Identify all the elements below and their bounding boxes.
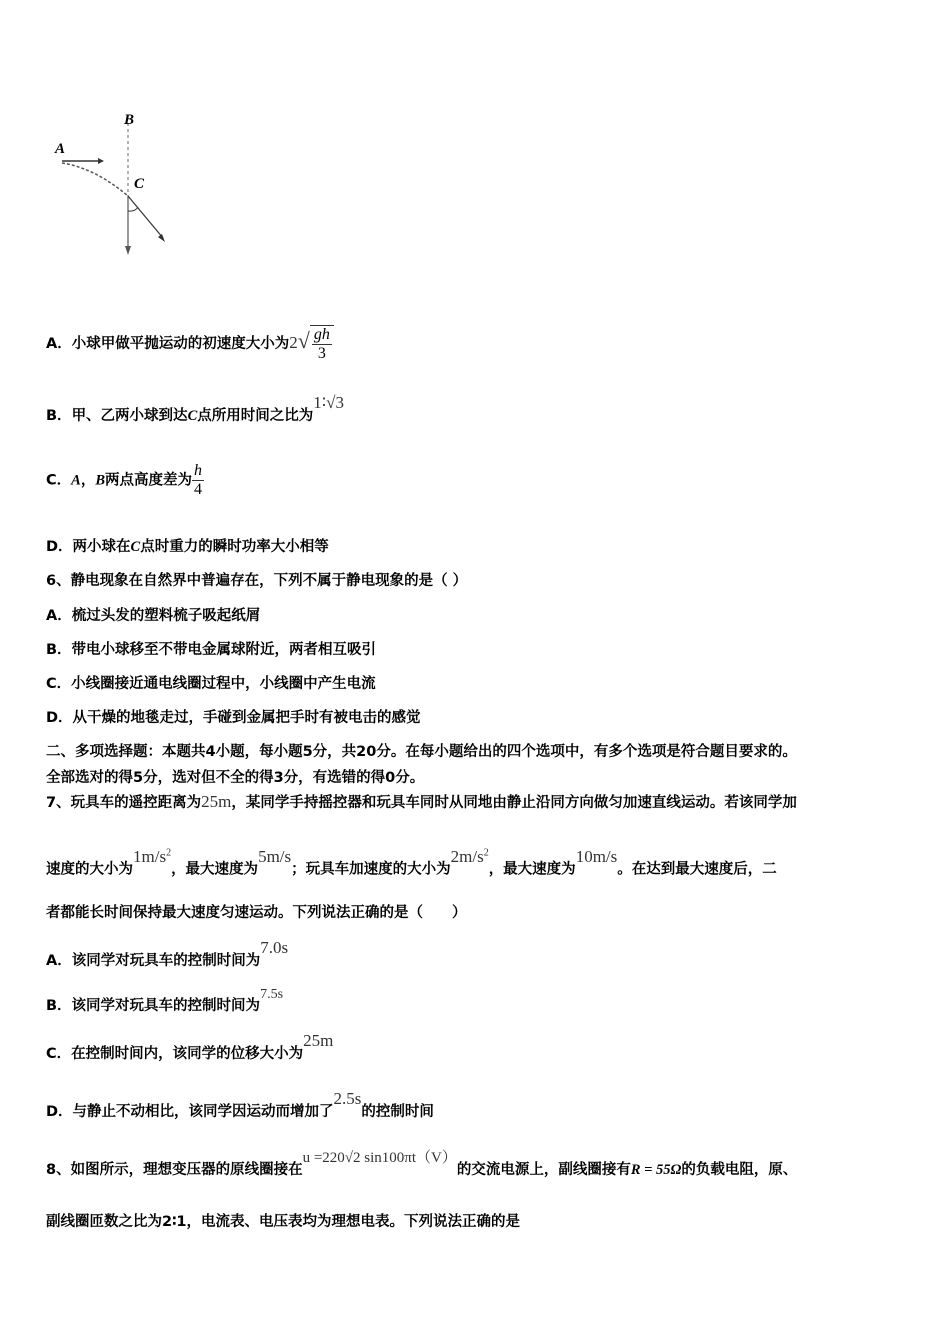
text: ；玩具车加速度的大小为 — [291, 861, 451, 878]
math: $1m/s^2$ — [133, 846, 172, 866]
q6-option-c: C．小线圈接近通电线圈过程中，小线圈中产生电流 — [46, 676, 376, 692]
option-label: B． — [46, 408, 72, 424]
q6-option-b: B．带电小球移至不带电金属球附近，两者相互吸引 — [46, 642, 377, 658]
text: 7、玩具车的遥控距离为 — [46, 795, 202, 811]
var: C — [130, 539, 141, 555]
q8-stem-line2: 副线圈匝数之比为2∶1，电流表、电压表均为理想电表。下列说法正确的是 — [46, 1214, 520, 1230]
math: 10m/s — [575, 846, 618, 866]
math-resistance: R = 55Ω — [630, 1162, 682, 1178]
var: C — [187, 408, 198, 424]
math: 7.0s — [260, 938, 289, 957]
option-label: A． — [46, 336, 72, 352]
option-text: 点时重力的瞬时功率大小相等 — [140, 539, 329, 555]
figure-label-b: B — [124, 112, 135, 128]
q6-option-a: A．梳过头发的塑料梳子吸起纸屑 — [46, 608, 261, 624]
text: ，最大速度为 — [488, 861, 576, 878]
option-label: D． — [46, 539, 73, 555]
q5-option-c — [46, 462, 204, 499]
q7-option-a — [46, 938, 289, 971]
figure-label-c: C — [134, 176, 145, 192]
option-text: 两小球在 — [72, 539, 131, 555]
math-ratio: 1∶√3 — [313, 393, 344, 412]
option-text: 点所用时间之比为 — [197, 408, 314, 424]
math: 7.5s — [260, 987, 284, 1002]
text: 速度的大小为 — [46, 861, 133, 878]
q7-stem-line2 — [46, 846, 777, 880]
option-text: 甲、乙两小球到达 — [71, 408, 188, 424]
q7-stem-line1 — [46, 792, 797, 813]
text: ，最大速度为 — [171, 861, 259, 878]
q7-option-d — [46, 1089, 434, 1122]
math-coef: 2 — [289, 333, 298, 352]
text: 。在达到最大速度后，二 — [617, 861, 777, 878]
math: 25m — [303, 1031, 334, 1050]
sep: ， — [80, 472, 96, 489]
text: 的交流电源上，副线圈接有 — [456, 1162, 631, 1178]
q5-option-a: A．小球甲做平抛运动的初速度大小为2√ $\frac{gh}{3}$ — [46, 325, 334, 363]
math: 25m — [201, 792, 232, 811]
q5-option-b — [46, 393, 344, 426]
q6-option-d: D．从干燥的地毯走过，手碰到金属把手时有被电击的感觉 — [46, 710, 421, 726]
var: B — [95, 472, 105, 489]
math-value: 2m/s — [450, 846, 484, 866]
q5-option-d — [46, 537, 329, 557]
projectile-figure — [50, 108, 180, 263]
text: ，某同学手持摇控器和玩具车同时从同地由静止沿同方向做匀加速直线运动。若该同学加 — [231, 795, 797, 811]
q8-stem-line1 — [46, 1150, 798, 1180]
math-voltage: u =220√2 sin100πt（V） — [302, 1150, 457, 1166]
text: 的负载电阻，原、 — [681, 1162, 798, 1178]
math: 2.5s — [333, 1089, 362, 1108]
math: 5m/s — [258, 846, 292, 866]
option-text: 的控制时间 — [361, 1104, 434, 1120]
math-numerator: gh — [313, 326, 330, 343]
q6-stem: 6、静电现象在自然界中普遍存在，下列不属于静电现象的是（ ） — [46, 573, 468, 589]
option-text: 小球甲做平抛运动的初速度大小为 — [71, 336, 290, 352]
math-denominator: 4 — [194, 481, 202, 498]
math: $2m/s^2$ — [450, 846, 489, 866]
text: 8、如图所示，理想变压器的原线圈接在 — [46, 1162, 303, 1178]
q7-stem-line3: 者都能长时间保持最大速度匀速运动。下列说法正确的是（ ） — [46, 905, 467, 921]
var: A — [71, 472, 81, 489]
option-text: A．该同学对玩具车的控制时间为 — [46, 953, 261, 969]
section2-line1: 二、多项选择题：本题共4小题，每小题5分，共20分。在每小题给出的四个选项中，有多个选项是符合题目要求的。 — [46, 744, 797, 760]
figure-label-a: A — [55, 141, 66, 157]
math-denominator: 3 — [317, 345, 326, 362]
section2-line2: 全部选对的得5分，选对但不全的得3分，有选错的得0分。 — [46, 770, 425, 786]
math-value: 1m/s — [133, 846, 167, 866]
option-text: 两点高度差为 — [105, 472, 192, 489]
option-text: C．在控制时间内，该同学的位移大小为 — [46, 1046, 304, 1062]
option-text: D．与静止不动相比，该同学因运动而增加了 — [46, 1104, 334, 1120]
option-text: B．该同学对玩具车的控制时间为 — [46, 998, 261, 1014]
option-label: C． — [46, 472, 72, 489]
q7-option-b — [46, 987, 284, 1017]
q7-option-c — [46, 1031, 334, 1064]
math-numerator: h — [194, 462, 202, 479]
